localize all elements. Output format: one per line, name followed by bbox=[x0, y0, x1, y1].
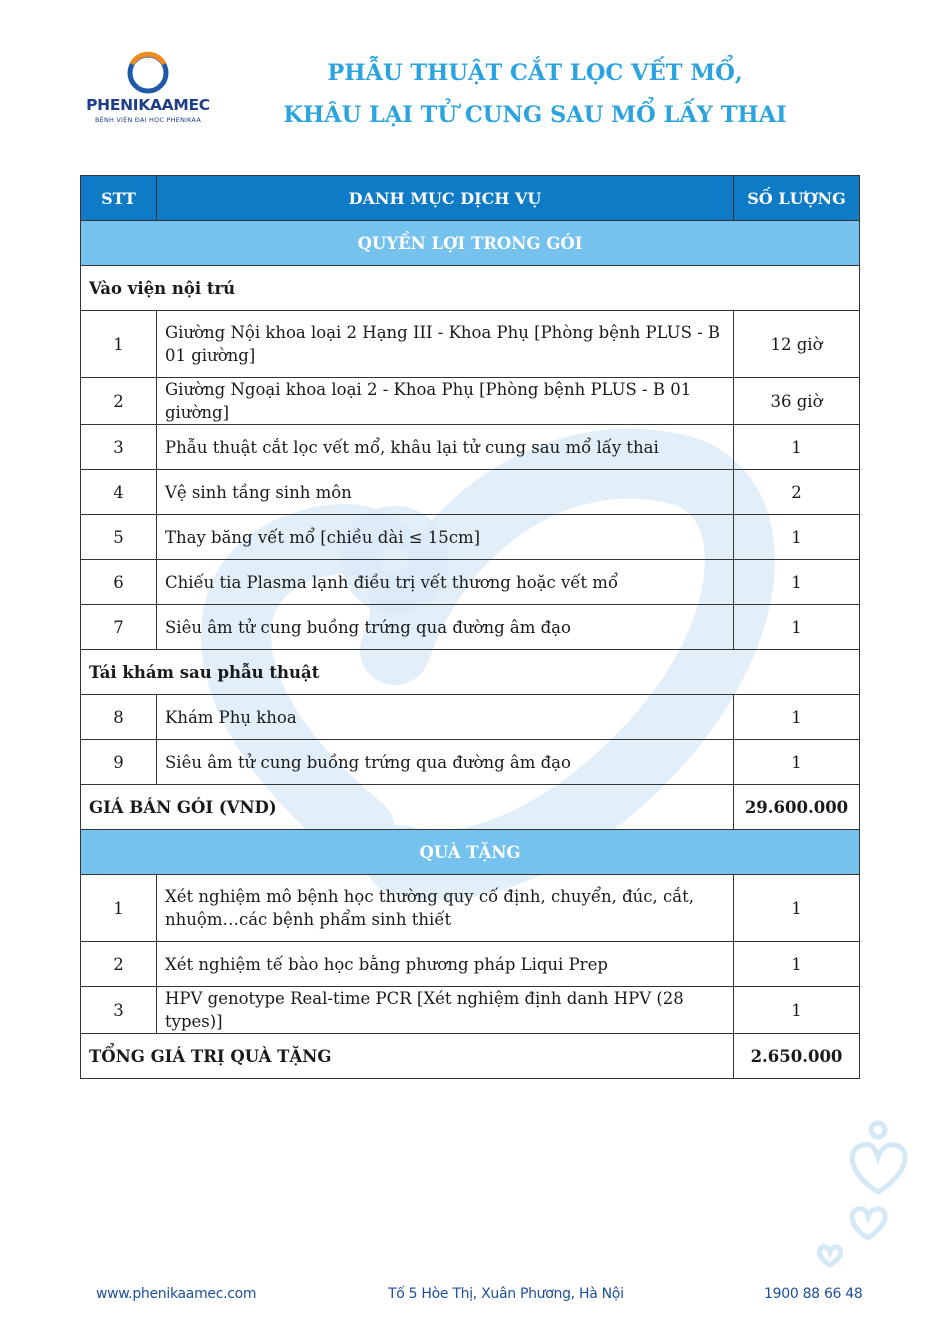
row-service: Xét nghiệm mô bệnh học thường quy cố định, chuyển, đúc, cắt, nhuộm…các bệnh phẩm sinh thiết bbox=[157, 875, 734, 942]
logo-ring-icon bbox=[122, 50, 174, 96]
row-qty: 1 bbox=[734, 515, 860, 560]
row-stt: 1 bbox=[81, 311, 157, 378]
row-stt: 9 bbox=[81, 740, 157, 785]
row-stt: 2 bbox=[81, 942, 157, 987]
row-service: Giường Ngoại khoa loại 2 - Khoa Phụ [Phòng bệnh PLUS - B 01 giường] bbox=[157, 378, 734, 425]
logo-subtitle: BỆNH VIỆN ĐẠI HỌC PHENIKAA bbox=[95, 116, 201, 124]
group-inpatient-row bbox=[81, 266, 860, 311]
benefits-section-label: QUYỀN LỢI TRONG GÓI bbox=[81, 221, 860, 266]
row-qty: 1 bbox=[734, 605, 860, 650]
group-followup-row bbox=[81, 650, 860, 695]
package-price-row bbox=[81, 785, 860, 830]
row-qty: 1 bbox=[734, 987, 860, 1034]
row-stt: 5 bbox=[81, 515, 157, 560]
table-row bbox=[81, 740, 860, 785]
table-row bbox=[81, 515, 860, 560]
row-service: Giường Nội khoa loại 2 Hạng III - Khoa Phụ [Phòng bệnh PLUS - B 01 giường] bbox=[157, 311, 734, 378]
row-qty: 1 bbox=[734, 695, 860, 740]
row-stt: 2 bbox=[81, 378, 157, 425]
row-service: Siêu âm tử cung buồng trứng qua đường âm đạo bbox=[157, 605, 734, 650]
row-stt: 1 bbox=[81, 875, 157, 942]
footer-address: Tố 5 Hòe Thị, Xuân Phương, Hà Nội bbox=[388, 1286, 624, 1302]
package-price-label: GIÁ BÁN GÓI (VND) bbox=[81, 785, 734, 830]
title-line-1: PHẪU THUẬT CẮT LỌC VẾT MỔ, bbox=[327, 60, 743, 86]
row-stt: 3 bbox=[81, 425, 157, 470]
row-qty: 12 giờ bbox=[734, 311, 860, 378]
gift-section-label: QUÀ TẶNG bbox=[81, 830, 860, 875]
row-qty: 36 giờ bbox=[734, 378, 860, 425]
package-price-value: 29.600.000 bbox=[734, 785, 860, 830]
table-row bbox=[81, 378, 860, 425]
logo-brand: PHENIKAAMEC bbox=[86, 96, 210, 114]
logo bbox=[78, 50, 218, 130]
group-inpatient-label: Vào viện nội trú bbox=[81, 266, 860, 311]
row-qty: 2 bbox=[734, 470, 860, 515]
row-service: Siêu âm tử cung buồng trứng qua đường âm đạo bbox=[157, 740, 734, 785]
table-header-row bbox=[81, 176, 860, 221]
table-row bbox=[81, 425, 860, 470]
row-qty: 1 bbox=[734, 740, 860, 785]
row-service: Phẫu thuật cắt lọc vết mổ, khâu lại tử cung sau mổ lấy thai bbox=[157, 425, 734, 470]
table-row bbox=[81, 311, 860, 378]
title-line-2: KHÂU LẠI TỬ CUNG SAU MỔ LẤY THAI bbox=[283, 102, 787, 128]
row-stt: 4 bbox=[81, 470, 157, 515]
row-service: Thay băng vết mổ [chiều dài ≤ 15cm] bbox=[157, 515, 734, 560]
footer-phone[interactable]: 1900 88 66 48 bbox=[764, 1286, 863, 1302]
table-row bbox=[81, 605, 860, 650]
table-row bbox=[81, 470, 860, 515]
footer-website[interactable]: www.phenikaamec.com bbox=[96, 1286, 257, 1302]
table-row bbox=[81, 695, 860, 740]
group-followup-label: Tái khám sau phẫu thuật bbox=[81, 650, 860, 695]
table-row bbox=[81, 942, 860, 987]
table-row bbox=[81, 987, 860, 1034]
gift-total-row bbox=[81, 1034, 860, 1079]
row-stt: 7 bbox=[81, 605, 157, 650]
row-qty: 1 bbox=[734, 425, 860, 470]
service-table bbox=[80, 175, 860, 1079]
gift-total-value: 2.650.000 bbox=[734, 1034, 860, 1079]
header-stt: STT bbox=[81, 176, 157, 221]
row-stt: 6 bbox=[81, 560, 157, 605]
row-qty: 1 bbox=[734, 560, 860, 605]
page-title bbox=[270, 52, 800, 136]
table-row bbox=[81, 560, 860, 605]
row-stt: 3 bbox=[81, 987, 157, 1034]
row-stt: 8 bbox=[81, 695, 157, 740]
gift-section-row bbox=[81, 830, 860, 875]
header-qty: SỐ LƯỢNG bbox=[734, 176, 860, 221]
row-service: Vệ sinh tầng sinh môn bbox=[157, 470, 734, 515]
row-service: Chiếu tia Plasma lạnh điều trị vết thương hoặc vết mổ bbox=[157, 560, 734, 605]
row-qty: 1 bbox=[734, 942, 860, 987]
row-service: HPV genotype Real-time PCR [Xét nghiệm định danh HPV (28 types)] bbox=[157, 987, 734, 1034]
row-qty: 1 bbox=[734, 875, 860, 942]
table-row bbox=[81, 875, 860, 942]
row-service: Xét nghiệm tế bào học bằng phương pháp Liqui Prep bbox=[157, 942, 734, 987]
header-service: DANH MỤC DỊCH VỤ bbox=[157, 176, 734, 221]
gift-total-label: TỔNG GIÁ TRỊ QUÀ TẶNG bbox=[81, 1034, 734, 1079]
benefits-section-row bbox=[81, 221, 860, 266]
row-service: Khám Phụ khoa bbox=[157, 695, 734, 740]
